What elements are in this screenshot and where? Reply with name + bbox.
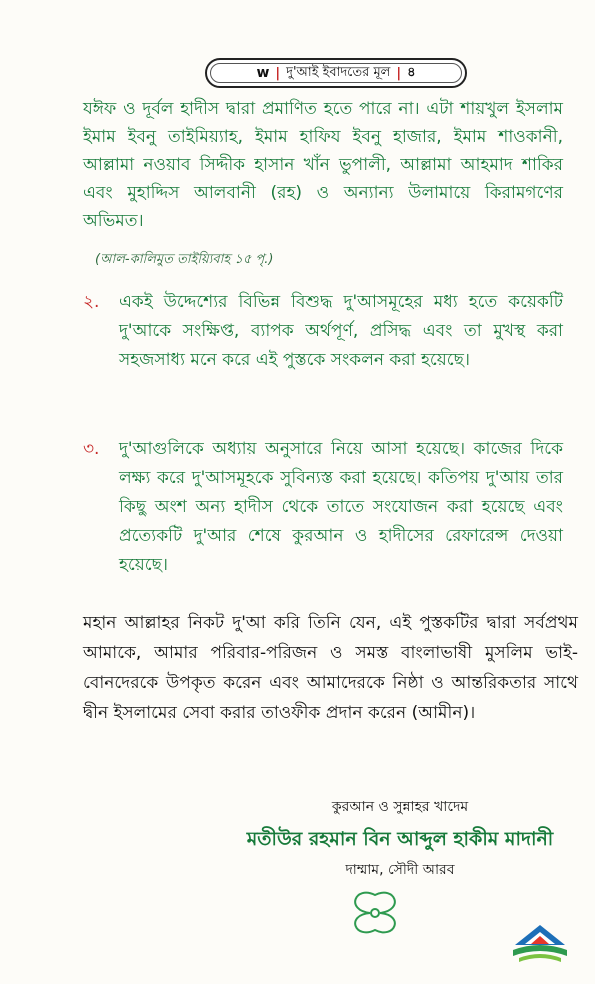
citation: (আল-কালিমুত তাইয়্যিবাহ ১৫ পৃ.): [95, 252, 274, 267]
publisher-logo: w: [256, 65, 270, 81]
signature-role: কুরআন ও সুন্নাহর খাদেম: [331, 799, 469, 815]
item-text: একই উদ্দেশ্যের বিভিন্ন বিশুদ্ধ দু'আসমূহের মধ্য হতে কয়েকটি দু'আকে সংক্ষিপ্ত, ব্যাপক অর্থপূর্ণ, প্রসিদ্ধ এবং তা মুখস্থ করা সহজসাধ্য মনে করে এই পুস্তকে সংকলন করা হয়েছে।: [119, 292, 563, 370]
item-number: ৩.: [83, 439, 100, 459]
publisher-brand-icon: [505, 920, 575, 965]
running-header: [205, 58, 467, 88]
flourish-ornament-icon: [315, 885, 435, 945]
list-item: [83, 435, 563, 580]
signature-place: দাম্মাম, সৌদী আরব: [345, 862, 455, 878]
list-item: [83, 288, 563, 375]
item-number: ২.: [83, 292, 100, 312]
header-separator: |: [275, 65, 281, 81]
closing-paragraph: মহান আল্লাহর নিকট দু'আ করি তিনি যেন, এই পুস্তকটির দ্বারা সর্বপ্রথম আমাকে, আমার পরিবার-পরিজন ও সমস্ত বাংলাভাষী মুসলিম ভাই-বোনদেরকে উপকৃত করেন এবং আমাদেরকে নিষ্ঠা ও আন্তরিকতার সাথে দ্বীন ইসলামের সেবা করার তাওফীক প্রদান করেন (আমীন)।: [83, 613, 578, 723]
item-text: দু'আগুলিকে অধ্যায় অনুসারে নিয়ে আসা হয়েছে। কাজের দিকে লক্ষ্য করে দু'আসমূহকে সুবিন্যস্ত করা হয়েছে। কতিপয় দু'আয় তার কিছু অংশ অন্য হাদীস থেকে তাতে সংযোজন করা হয়েছে এবং প্রত্যেকটি দু'আর শেষে কুরআন ও হাদীসের রেফারেন্স দেওয়া হয়েছে।: [119, 439, 563, 575]
header-separator: |: [396, 65, 402, 81]
page-number: ৪: [407, 64, 416, 80]
signature-name: মতীউর রহমান বিন আব্দুল হাকীম মাদানী: [246, 828, 554, 850]
header-title: দু'আই ইবাদতের মূল: [286, 64, 391, 80]
intro-paragraph: যঈফ ও দূর্বল হাদীস দ্বারা প্রমাণিত হতে পারে না। এটা শায়খুল ইসলাম ইমাম ইবনু তাইমিয়্যাহ, ইমাম হাফিয ইবনু হাজার, ইমাম শাওকানী, আল্লামা নওয়াব সিদ্দীক হাসান খাঁন ভুপালী, আল্লামা আহমাদ শাকির এবং মুহাদ্দিস আলবানী (রহ) ও অন্যান্য উলামায়ে কিরামগণের অভিমত।: [83, 99, 563, 231]
